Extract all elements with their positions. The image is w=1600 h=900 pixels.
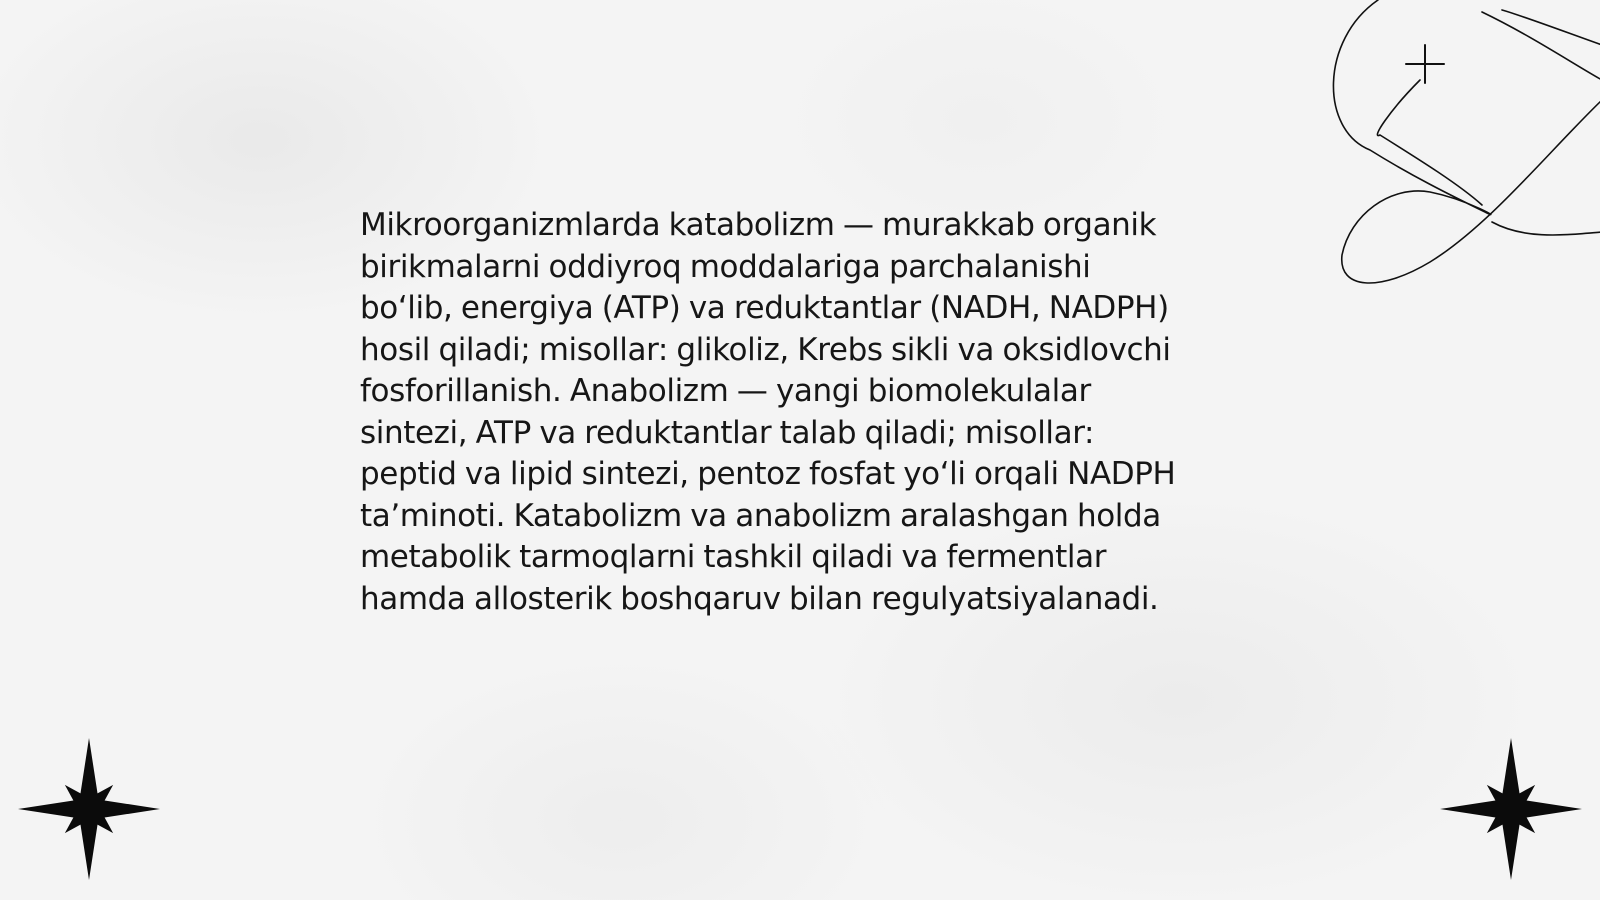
star-left-shape xyxy=(18,738,160,880)
slide-body-text: Mikroorganizmlarda katabolizm — murakkab organik birikmalarni oddiyroq moddalariga parchalanishi bo‘lib, energiya (ATP) va reduktantlar (NADH, NADPH) hosil qiladi; misollar: glikoliz, Krebs sikli va oksidlovchi fosforillanish. Anabolizm — yangi biomolekulalar sintezi, ATP va reduktantlar talab qiladi; misollar: peptid va lipid sintezi, pentoz fosfat yo‘li orqali NADPH ta’minoti. Katabolizm va anabolizm aralashgan holda metabolik tarmoqlarni tashkil qiladi va fermentlar hamda allosterik boshqaruv bilan regulyatsiyalanadi. xyxy=(360,207,1176,617)
orbit-right-path xyxy=(1482,12,1600,80)
star-right-shape xyxy=(1440,738,1582,880)
orbit-bottom-path xyxy=(1492,222,1600,235)
sparkle-icon xyxy=(1406,45,1444,83)
four-point-star-icon xyxy=(1440,738,1582,880)
orbit-top-path xyxy=(1502,10,1600,45)
orbit-lines-icon xyxy=(1320,0,1600,300)
four-point-star-icon xyxy=(18,738,160,880)
orbit-inner-path xyxy=(1377,80,1482,205)
orbit-loop-path xyxy=(1333,0,1600,283)
